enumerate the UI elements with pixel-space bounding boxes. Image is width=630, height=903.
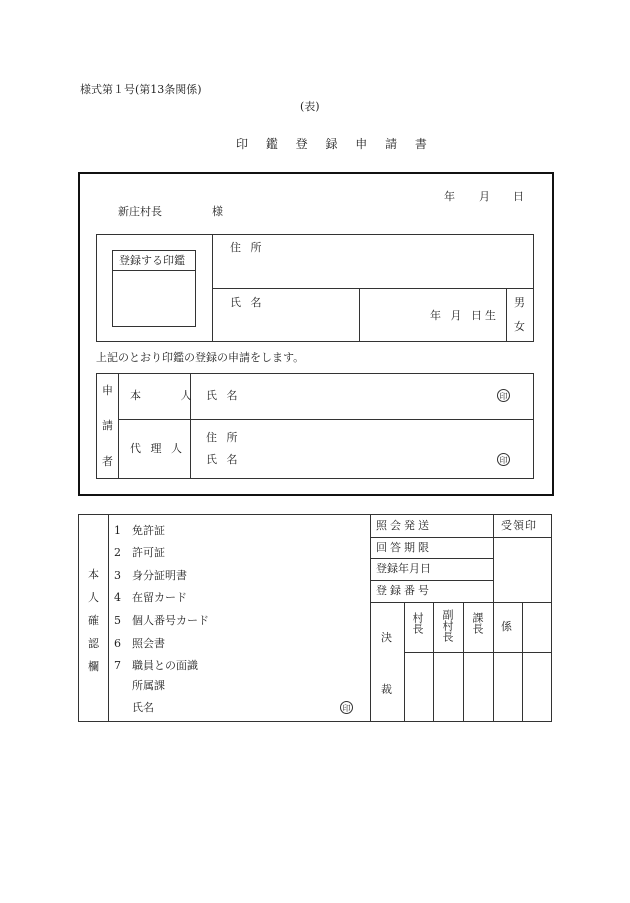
registration-number-label: 登録番号 <box>376 584 432 597</box>
address-field[interactable] <box>265 242 525 282</box>
approval-char-1: 決 <box>381 631 392 644</box>
name-field[interactable] <box>265 297 355 337</box>
address-label: 住 所 <box>230 241 265 254</box>
office-side-char-5: 欄 <box>88 660 99 673</box>
id-doc-num-4: 4 <box>114 591 121 604</box>
self-name-field[interactable] <box>240 388 490 406</box>
staff-name-label: 氏名 <box>132 701 154 714</box>
office-side-char-3: 確 <box>88 614 99 627</box>
id-doc-num-1: 1 <box>114 524 121 537</box>
stamp-cell-section-chief[interactable] <box>464 654 492 720</box>
stamp-cell-village-head[interactable] <box>405 654 432 720</box>
approver-deputy-head: 副村長 <box>441 609 454 642</box>
id-doc-4[interactable]: 在留カード <box>132 591 187 604</box>
id-doc-1[interactable]: 免許証 <box>132 524 165 537</box>
id-doc-num-7: 7 <box>114 659 121 672</box>
id-doc-num-3: 3 <box>114 569 121 582</box>
id-doc-num-2: 2 <box>114 546 121 559</box>
agent-seal-mark: 印 <box>497 453 510 466</box>
date-day: 日 <box>513 190 524 203</box>
form-number: 様式第１号(第13条関係) <box>80 83 202 96</box>
agent-name-field[interactable] <box>240 452 490 468</box>
office-side-char-2: 人 <box>88 591 99 604</box>
name-label: 氏 名 <box>230 296 265 309</box>
page-title: 印 鑑 登 録 申 請 書 <box>236 137 434 151</box>
approver-clerk: 係 <box>501 620 512 633</box>
gender-male[interactable]: 男 <box>514 296 525 309</box>
receipt-seal-label: 受領印 <box>501 519 537 532</box>
id-doc-6[interactable]: 照会書 <box>132 637 165 650</box>
id-doc-7[interactable]: 職員との面識 <box>132 659 198 672</box>
side-label: (表) <box>300 100 320 113</box>
inquiry-sent-label: 照会発送 <box>376 519 432 532</box>
self-label: 本 人 <box>130 389 210 402</box>
id-doc-5[interactable]: 個人番号カード <box>132 614 209 627</box>
id-doc-3[interactable]: 身分証明書 <box>132 569 187 582</box>
honorific: 様 <box>212 205 223 218</box>
approval-char-2: 裁 <box>381 683 392 696</box>
stamp-cell-deputy-head[interactable] <box>434 654 462 720</box>
applicant-char-1: 申 <box>102 384 113 397</box>
applicant-char-3: 者 <box>102 455 113 468</box>
agent-label: 代 理 人 <box>130 442 185 455</box>
office-side-char-1: 本 <box>88 568 99 581</box>
gender-female[interactable]: 女 <box>514 320 525 333</box>
agent-address-label: 住 所 <box>206 431 241 444</box>
self-seal-mark: 印 <box>497 389 510 402</box>
addressee: 新庄村長 <box>118 205 162 218</box>
date-year: 年 <box>444 190 455 203</box>
id-doc-2[interactable]: 許可証 <box>132 546 165 559</box>
staff-seal-mark: 印 <box>340 701 353 714</box>
reply-deadline-label: 回答期限 <box>376 541 432 554</box>
statement: 上記のとおり印鑑の登録の申請をします。 <box>96 351 305 364</box>
agent-name-label: 氏 名 <box>206 453 241 466</box>
office-side-char-4: 認 <box>88 637 99 650</box>
id-doc-num-5: 5 <box>114 614 121 627</box>
birth-date-label: 年 月 日生 <box>430 309 499 322</box>
agent-address-field[interactable] <box>240 430 490 446</box>
stamp-cell-clerk[interactable] <box>494 654 521 720</box>
approver-section-chief: 課長 <box>471 612 484 634</box>
date-month: 月 <box>479 190 490 203</box>
dept-label: 所属課 <box>132 679 165 692</box>
seal-box-label: 登録する印鑑 <box>119 254 185 267</box>
self-name-label: 氏 名 <box>206 389 241 402</box>
applicant-char-2: 請 <box>102 419 113 432</box>
id-doc-num-6: 6 <box>114 637 121 650</box>
registration-date-label: 登録年月日 <box>376 562 431 575</box>
approver-village-head: 村長 <box>411 612 424 634</box>
